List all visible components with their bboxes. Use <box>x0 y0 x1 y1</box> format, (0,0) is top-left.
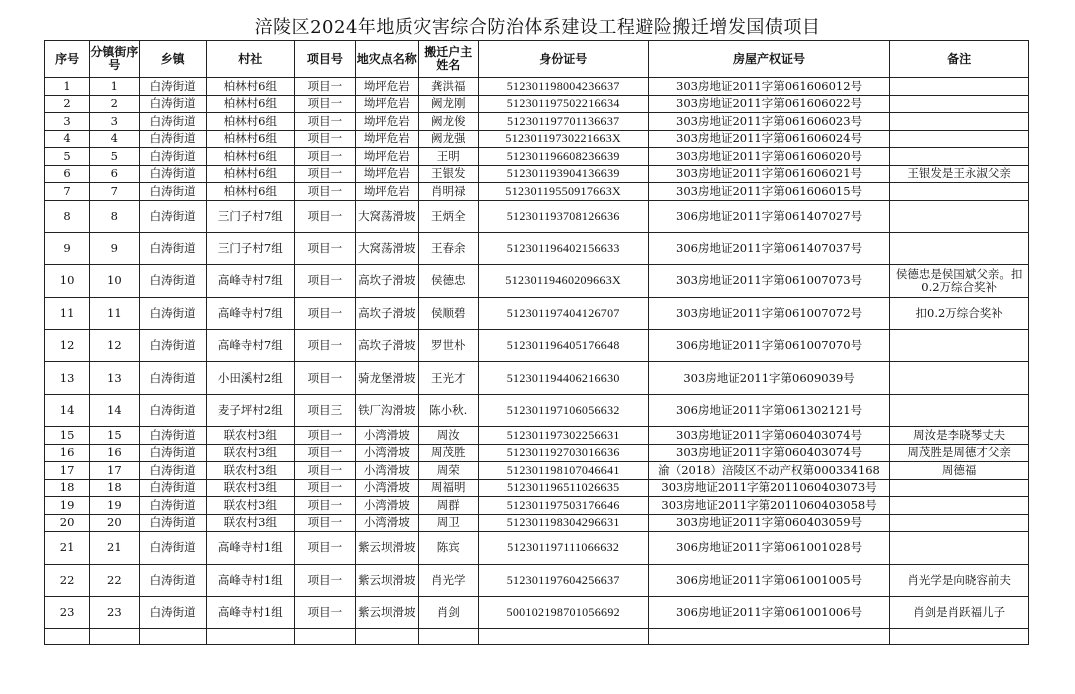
cell-sub: 23 <box>90 597 139 629</box>
cell-no: 3 <box>45 113 90 131</box>
cell-note <box>890 113 1029 131</box>
cell-sub: 7 <box>90 183 139 201</box>
cell-village: 高峰寺村1组 <box>206 532 294 564</box>
cell-cert: 303房地证2011字第061007072号 <box>648 297 890 329</box>
cell-id: 512301192703016636 <box>478 444 648 462</box>
table-row <box>45 564 1029 596</box>
cell-no: 2 <box>45 95 90 113</box>
cell-name: 阙龙强 <box>418 130 478 148</box>
cell-site: 小湾滑坡 <box>355 514 418 532</box>
cell-name: 王明 <box>418 148 478 166</box>
cell-name: 周卫 <box>418 514 478 532</box>
table-row <box>45 444 1029 462</box>
table-row <box>45 130 1029 148</box>
cell-sub: 12 <box>90 330 139 362</box>
cell-town: 白涛街道 <box>139 78 206 96</box>
cell-village: 三门子村7组 <box>206 200 294 232</box>
header-cell: 项目号 <box>294 41 355 78</box>
cell-sub: 15 <box>90 427 139 445</box>
cell-project: 项目一 <box>294 200 355 232</box>
cell-village: 高峰寺村1组 <box>206 564 294 596</box>
cell-id: 512301197502216634 <box>478 95 648 113</box>
cell-town: 白涛街道 <box>139 265 206 297</box>
cell-id: 512301197302256631 <box>478 427 648 445</box>
cell-village: 高峰寺村7组 <box>206 265 294 297</box>
cell-cert: 303房地证2011字第061606012号 <box>648 78 890 96</box>
header-cell: 分镇街序号 <box>90 41 139 78</box>
cell-id: 512301194406216630 <box>478 362 648 394</box>
cell-site: 坳坪危岩 <box>355 130 418 148</box>
cell-no: 6 <box>45 165 90 183</box>
cell-id: 512301197503176646 <box>478 497 648 515</box>
cell-id: 512301196402156633 <box>478 232 648 264</box>
cell-town: 白涛街道 <box>139 183 206 201</box>
cell-no: 14 <box>45 394 90 426</box>
empty-cell <box>294 629 355 645</box>
cell-sub: 11 <box>90 297 139 329</box>
cell-note <box>890 362 1029 394</box>
cell-name: 罗世朴 <box>418 330 478 362</box>
cell-site: 坳坪危岩 <box>355 148 418 166</box>
cell-cert: 303房地证2011字第0609039号 <box>648 362 890 394</box>
cell-village: 柏林村6组 <box>206 183 294 201</box>
cell-name: 周福明 <box>418 479 478 497</box>
cell-site: 坳坪危岩 <box>355 183 418 201</box>
cell-id: 512301197604256637 <box>478 564 648 596</box>
cell-cert: 303房地证2011字第060403074号 <box>648 427 890 445</box>
cell-name: 侯顺碧 <box>418 297 478 329</box>
cell-id: 512301196405176648 <box>478 330 648 362</box>
cell-note <box>890 330 1029 362</box>
header-cell: 地灾点名称 <box>355 41 418 78</box>
cell-no: 22 <box>45 564 90 596</box>
cell-sub: 20 <box>90 514 139 532</box>
cell-sub: 5 <box>90 148 139 166</box>
cell-no: 18 <box>45 479 90 497</box>
cell-project: 项目三 <box>294 394 355 426</box>
cell-village: 柏林村6组 <box>206 130 294 148</box>
cell-town: 白涛街道 <box>139 597 206 629</box>
cell-name: 龚洪福 <box>418 78 478 96</box>
cell-note <box>890 200 1029 232</box>
cell-village: 联农村3组 <box>206 444 294 462</box>
cell-project: 项目一 <box>294 130 355 148</box>
cell-name: 陈宾 <box>418 532 478 564</box>
cell-note <box>890 232 1029 264</box>
cell-site: 坳坪危岩 <box>355 165 418 183</box>
cell-town: 白涛街道 <box>139 330 206 362</box>
cell-project: 项目一 <box>294 232 355 264</box>
cell-id: 512301198107046641 <box>478 462 648 480</box>
cell-sub: 8 <box>90 200 139 232</box>
empty-cell <box>418 629 478 645</box>
cell-sub: 18 <box>90 479 139 497</box>
cell-name: 周汝 <box>418 427 478 445</box>
cell-note: 扣0.2万综合奖补 <box>890 297 1029 329</box>
empty-cell <box>890 629 1029 645</box>
cell-note <box>890 183 1029 201</box>
cell-no: 17 <box>45 462 90 480</box>
table-row <box>45 78 1029 96</box>
cell-village: 联农村3组 <box>206 427 294 445</box>
cell-note <box>890 95 1029 113</box>
cell-site: 大窝荡滑坡 <box>355 232 418 264</box>
cell-name: 周群 <box>418 497 478 515</box>
cell-site: 紫云坝滑坡 <box>355 564 418 596</box>
table-row <box>45 265 1029 297</box>
cell-town: 白涛街道 <box>139 130 206 148</box>
cell-town: 白涛街道 <box>139 479 206 497</box>
table-row <box>45 165 1029 183</box>
cell-project: 项目一 <box>294 564 355 596</box>
cell-name: 陈小秋. <box>418 394 478 426</box>
cell-cert: 渝（2018）涪陵区不动产权第000334168 <box>648 462 890 480</box>
table-row <box>45 394 1029 426</box>
cell-no: 10 <box>45 265 90 297</box>
cell-no: 4 <box>45 130 90 148</box>
cell-no: 9 <box>45 232 90 264</box>
cell-id: 512301196511026635 <box>478 479 648 497</box>
cell-project: 项目一 <box>294 113 355 131</box>
cell-project: 项目一 <box>294 427 355 445</box>
cell-cert: 303房地证2011字第060403074号 <box>648 444 890 462</box>
cell-no: 19 <box>45 497 90 515</box>
cell-sub: 16 <box>90 444 139 462</box>
cell-project: 项目一 <box>294 95 355 113</box>
cell-id: 512301193904136639 <box>478 165 648 183</box>
cell-village: 麦子坪村2组 <box>206 394 294 426</box>
cell-town: 白涛街道 <box>139 148 206 166</box>
table-row <box>45 148 1029 166</box>
cell-cert: 306房地证2011字第061001005号 <box>648 564 890 596</box>
cell-town: 白涛街道 <box>139 297 206 329</box>
cell-no: 12 <box>45 330 90 362</box>
cell-no: 1 <box>45 78 90 96</box>
cell-id: 512301196608236639 <box>478 148 648 166</box>
cell-cert: 303房地证2011字第2011060403073号 <box>648 479 890 497</box>
cell-village: 联农村3组 <box>206 514 294 532</box>
cell-town: 白涛街道 <box>139 497 206 515</box>
cell-no: 20 <box>45 514 90 532</box>
cell-cert: 303房地证2011字第061606023号 <box>648 113 890 131</box>
cell-project: 项目一 <box>294 497 355 515</box>
cell-village: 高峰寺村7组 <box>206 297 294 329</box>
cell-town: 白涛街道 <box>139 462 206 480</box>
cell-sub: 17 <box>90 462 139 480</box>
cell-cert: 303房地证2011字第061606020号 <box>648 148 890 166</box>
cell-no: 5 <box>45 148 90 166</box>
cell-cert: 306房地证2011字第061001006号 <box>648 597 890 629</box>
cell-town: 白涛街道 <box>139 95 206 113</box>
cell-site: 坳坪危岩 <box>355 113 418 131</box>
table-row <box>45 532 1029 564</box>
empty-cell <box>139 629 206 645</box>
table-row <box>45 497 1029 515</box>
empty-cell <box>648 629 890 645</box>
cell-no: 16 <box>45 444 90 462</box>
cell-town: 白涛街道 <box>139 113 206 131</box>
cell-name: 王银发 <box>418 165 478 183</box>
cell-village: 高峰寺村7组 <box>206 330 294 362</box>
table-row <box>45 183 1029 201</box>
cell-name: 王炳全 <box>418 200 478 232</box>
cell-cert: 306房地证2011字第061001028号 <box>648 532 890 564</box>
cell-site: 小湾滑坡 <box>355 427 418 445</box>
cell-cert: 303房地证2011字第060403059号 <box>648 514 890 532</box>
cell-no: 11 <box>45 297 90 329</box>
cell-site: 高坎子滑坡 <box>355 265 418 297</box>
cell-name: 肖光学 <box>418 564 478 596</box>
cell-cert: 303房地证2011字第061007073号 <box>648 265 890 297</box>
cell-id: 512301197404126707 <box>478 297 648 329</box>
header-cell: 房屋产权证号 <box>648 41 890 78</box>
cell-id: 500102198701056692 <box>478 597 648 629</box>
cell-name: 王光才 <box>418 362 478 394</box>
cell-note: 肖光学是向晓容前夫 <box>890 564 1029 596</box>
header-cell: 备注 <box>890 41 1029 78</box>
cell-project: 项目一 <box>294 78 355 96</box>
cell-project: 项目一 <box>294 462 355 480</box>
cell-cert: 306房地证2011字第061407027号 <box>648 200 890 232</box>
cell-sub: 13 <box>90 362 139 394</box>
empty-cell <box>206 629 294 645</box>
table-row <box>45 462 1029 480</box>
cell-sub: 9 <box>90 232 139 264</box>
cell-sub: 3 <box>90 113 139 131</box>
cell-note: 周德福 <box>890 462 1029 480</box>
cell-town: 白涛街道 <box>139 532 206 564</box>
cell-id: 512301197701136637 <box>478 113 648 131</box>
cell-project: 项目一 <box>294 597 355 629</box>
cell-no: 15 <box>45 427 90 445</box>
cell-cert: 303房地证2011字第061606021号 <box>648 165 890 183</box>
cell-site: 紫云坝滑坡 <box>355 532 418 564</box>
cell-cert: 303房地证2011字第2011060403058号 <box>648 497 890 515</box>
cell-town: 白涛街道 <box>139 444 206 462</box>
empty-cell <box>478 629 648 645</box>
cell-village: 柏林村6组 <box>206 165 294 183</box>
cell-project: 项目一 <box>294 514 355 532</box>
cell-village: 柏林村6组 <box>206 113 294 131</box>
empty-cell <box>45 629 90 645</box>
cell-name: 肖明禄 <box>418 183 478 201</box>
cell-town: 白涛街道 <box>139 394 206 426</box>
cell-town: 白涛街道 <box>139 564 206 596</box>
cell-cert: 303房地证2011字第061606024号 <box>648 130 890 148</box>
cell-town: 白涛街道 <box>139 165 206 183</box>
cell-village: 小田溪村2组 <box>206 362 294 394</box>
cell-project: 项目一 <box>294 330 355 362</box>
cell-note <box>890 497 1029 515</box>
cell-name: 周荣 <box>418 462 478 480</box>
cell-village: 三门子村7组 <box>206 232 294 264</box>
table-row <box>45 297 1029 329</box>
cell-name: 周茂胜 <box>418 444 478 462</box>
cell-cert: 306房地证2011字第061407037号 <box>648 232 890 264</box>
cell-id: 512301197111066632 <box>478 532 648 564</box>
cell-no: 13 <box>45 362 90 394</box>
cell-id: 51230119730221663X <box>478 130 648 148</box>
cell-cert: 303房地证2011字第061606015号 <box>648 183 890 201</box>
cell-note <box>890 78 1029 96</box>
cell-note <box>890 479 1029 497</box>
cell-id: 512301197106056632 <box>478 394 648 426</box>
cell-town: 白涛街道 <box>139 362 206 394</box>
cell-name: 侯德忠 <box>418 265 478 297</box>
cell-name: 王春余 <box>418 232 478 264</box>
cell-site: 小湾滑坡 <box>355 444 418 462</box>
cell-name: 阙龙刚 <box>418 95 478 113</box>
table-row <box>45 95 1029 113</box>
cell-site: 紫云坝滑坡 <box>355 597 418 629</box>
cell-village: 联农村3组 <box>206 497 294 515</box>
cell-town: 白涛街道 <box>139 514 206 532</box>
cell-sub: 14 <box>90 394 139 426</box>
cell-sub: 1 <box>90 78 139 96</box>
cell-town: 白涛街道 <box>139 200 206 232</box>
cell-site: 高坎子滑坡 <box>355 297 418 329</box>
cell-note <box>890 394 1029 426</box>
cell-site: 坳坪危岩 <box>355 78 418 96</box>
header-row <box>45 41 1029 78</box>
cell-cert: 306房地证2011字第061007070号 <box>648 330 890 362</box>
empty-row <box>45 629 1029 645</box>
cell-project: 项目一 <box>294 183 355 201</box>
table-row <box>45 232 1029 264</box>
cell-village: 柏林村6组 <box>206 95 294 113</box>
cell-id: 51230119550917663X <box>478 183 648 201</box>
cell-project: 项目一 <box>294 165 355 183</box>
table-row <box>45 427 1029 445</box>
cell-name: 肖剑 <box>418 597 478 629</box>
cell-id: 51230119460209663X <box>478 265 648 297</box>
cell-sub: 10 <box>90 265 139 297</box>
cell-project: 项目一 <box>294 479 355 497</box>
cell-site: 铁厂沟滑坡 <box>355 394 418 426</box>
cell-name: 阙龙俊 <box>418 113 478 131</box>
cell-site: 小湾滑坡 <box>355 479 418 497</box>
cell-note <box>890 148 1029 166</box>
cell-project: 项目一 <box>294 362 355 394</box>
cell-village: 柏林村6组 <box>206 148 294 166</box>
table-row <box>45 362 1029 394</box>
cell-cert: 303房地证2011字第061606022号 <box>648 95 890 113</box>
table-row <box>45 113 1029 131</box>
cell-id: 512301198304296631 <box>478 514 648 532</box>
table-row <box>45 597 1029 629</box>
cell-note: 周茂胜是周德才父亲 <box>890 444 1029 462</box>
cell-town: 白涛街道 <box>139 232 206 264</box>
cell-no: 7 <box>45 183 90 201</box>
cell-note <box>890 130 1029 148</box>
cell-village: 联农村3组 <box>206 479 294 497</box>
cell-site: 大窝荡滑坡 <box>355 200 418 232</box>
cell-sub: 6 <box>90 165 139 183</box>
cell-project: 项目一 <box>294 532 355 564</box>
cell-note: 侯德忠是侯国斌父亲。扣0.2万综合奖补 <box>890 265 1029 297</box>
cell-village: 柏林村6组 <box>206 78 294 96</box>
cell-note <box>890 514 1029 532</box>
cell-project: 项目一 <box>294 444 355 462</box>
cell-project: 项目一 <box>294 265 355 297</box>
cell-sub: 2 <box>90 95 139 113</box>
cell-site: 坳坪危岩 <box>355 95 418 113</box>
cell-site: 小湾滑坡 <box>355 497 418 515</box>
cell-project: 项目一 <box>294 148 355 166</box>
cell-note: 肖剑是肖跃福儿子 <box>890 597 1029 629</box>
cell-no: 8 <box>45 200 90 232</box>
cell-note: 王银发是王永淑父亲 <box>890 165 1029 183</box>
header-cell: 村社 <box>206 41 294 78</box>
empty-cell <box>90 629 139 645</box>
header-cell: 乡镇 <box>139 41 206 78</box>
table-row <box>45 330 1029 362</box>
cell-sub: 19 <box>90 497 139 515</box>
cell-cert: 306房地证2011字第061302121号 <box>648 394 890 426</box>
page-title: 涪陵区2024年地质灾害综合防治体系建设工程避险搬迁增发国债项目 <box>254 17 821 38</box>
cell-no: 23 <box>45 597 90 629</box>
table-row <box>45 514 1029 532</box>
cell-no: 21 <box>45 532 90 564</box>
cell-sub: 4 <box>90 130 139 148</box>
cell-note <box>890 532 1029 564</box>
empty-cell <box>355 629 418 645</box>
header-cell: 搬迁户主姓名 <box>418 41 478 78</box>
table-row <box>45 200 1029 232</box>
cell-note: 周汝是李晓琴丈夫 <box>890 427 1029 445</box>
cell-site: 小湾滑坡 <box>355 462 418 480</box>
cell-site: 骑龙堡滑坡 <box>355 362 418 394</box>
cell-sub: 21 <box>90 532 139 564</box>
cell-town: 白涛街道 <box>139 427 206 445</box>
cell-sub: 22 <box>90 564 139 596</box>
cell-village: 高峰寺村1组 <box>206 597 294 629</box>
table-row <box>45 479 1029 497</box>
header-cell: 序号 <box>45 41 90 78</box>
cell-village: 联农村3组 <box>206 462 294 480</box>
cell-id: 512301193708126636 <box>478 200 648 232</box>
header-cell: 身份证号 <box>478 41 648 78</box>
cell-project: 项目一 <box>294 297 355 329</box>
cell-site: 高坎子滑坡 <box>355 330 418 362</box>
cell-id: 512301198004236637 <box>478 78 648 96</box>
relocation-table <box>44 40 1029 645</box>
